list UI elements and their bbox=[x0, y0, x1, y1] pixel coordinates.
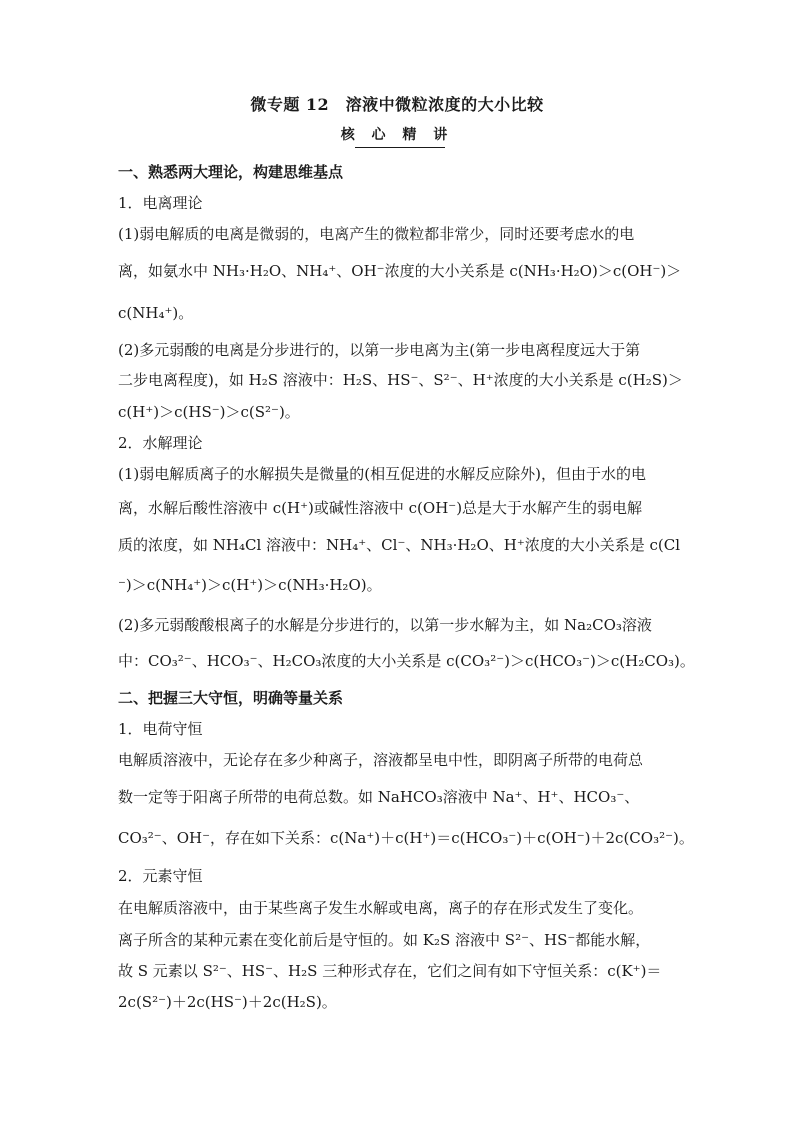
paragraph-line: (2)多元弱酸酸根离子的水解是分步进行的，以第一步水解为主，如 Na₂CO₃溶液 bbox=[118, 616, 652, 634]
paragraph-line: CO₃²⁻、OH⁻，存在如下关系：c(Na⁺)＋c(H⁺)＝c(HCO₃⁻)＋c(OH⁻)＋2c(CO₃²⁻)。 bbox=[118, 829, 694, 847]
paragraph-line: 离，水解后酸性溶液中 c(H⁺)或碱性溶液中 c(OH⁻)总是大于水解产生的弱电解 bbox=[118, 499, 643, 517]
paragraph-line: 离子所含的某种元素在变化前后是守恒的。如 K₂S 溶液中 S²⁻、HS⁻都能水解， bbox=[118, 931, 651, 949]
paragraph-line: 数一定等于阳离子所带的电荷总数。如 NaHCO₃溶液中 Na⁺、H⁺、HCO₃⁻、 bbox=[118, 788, 640, 806]
paragraph-line: ⁻)＞c(NH₄⁺)＞c(H⁺)＞c(NH₃·H₂O)。 bbox=[118, 576, 382, 594]
section-heading-1: 一、熟悉两大理论，构建思维基点 bbox=[118, 163, 344, 181]
subtitle-underline bbox=[355, 147, 445, 148]
paragraph-line: 电解质溶液中，无论存在多少种离子，溶液都呈电中性，即阴离子所带的电荷总 bbox=[118, 751, 644, 769]
subsection-heading: 2．水解理论 bbox=[118, 434, 203, 452]
paragraph-line: (1)弱电解质离子的水解损失是微量的(相互促进的水解反应除外)，但由于水的电 bbox=[118, 465, 646, 483]
paragraph-line: 质的浓度，如 NH₄Cl 溶液中：NH₄⁺、Cl⁻、NH₃·H₂O、H⁺浓度的大小关系是 c(Cl bbox=[118, 536, 681, 554]
paragraph-line: c(H⁺)＞c(HS⁻)＞c(S²⁻)。 bbox=[118, 403, 300, 421]
paragraph-line: (1)弱电解质的电离是微弱的，电离产生的微粒都非常少，同时还要考虑水的电 bbox=[118, 225, 635, 243]
page-title: 微专题 12 溶液中微粒浓度的大小比较 bbox=[250, 95, 544, 114]
paragraph-line: 故 S 元素以 S²⁻、HS⁻、H₂S 三种形式存在，它们之间有如下守恒关系：c(K⁺)＝ bbox=[118, 962, 662, 980]
paragraph-line: 离，如氨水中 NH₃·H₂O、NH₄⁺、OH⁻浓度的大小关系是 c(NH₃·H₂O)＞c(OH⁻)＞ bbox=[118, 262, 682, 280]
paragraph-line: c(NH₄⁺)。 bbox=[118, 304, 194, 322]
paragraph-line: 在电解质溶液中，由于某些离子发生水解或电离，离子的存在形式发生了变化。 bbox=[118, 899, 644, 917]
paragraph-line: 二步电离程度)，如 H₂S 溶液中：H₂S、HS⁻、S²⁻、H⁺浓度的大小关系是 c(H₂S)＞ bbox=[118, 371, 683, 389]
paragraph-line: (2)多元弱酸的电离是分步进行的，以第一步电离为主(第一步电离程度远大于第 bbox=[118, 341, 641, 359]
section-subtitle: 核 心 精 讲 bbox=[340, 127, 454, 143]
section-heading-2: 二、把握三大守恒，明确等量关系 bbox=[118, 689, 344, 707]
subsection-heading: 1．电离理论 bbox=[118, 194, 203, 212]
paragraph-line: 中：CO₃²⁻、HCO₃⁻、H₂CO₃浓度的大小关系是 c(CO₃²⁻)＞c(HCO₃⁻)＞c(H₂CO₃)。 bbox=[118, 652, 695, 670]
subsection-heading: 1．电荷守恒 bbox=[118, 720, 203, 738]
paragraph-line: 2c(S²⁻)＋2c(HS⁻)＋2c(H₂S)。 bbox=[118, 993, 337, 1011]
subsection-heading: 2．元素守恒 bbox=[118, 867, 203, 885]
